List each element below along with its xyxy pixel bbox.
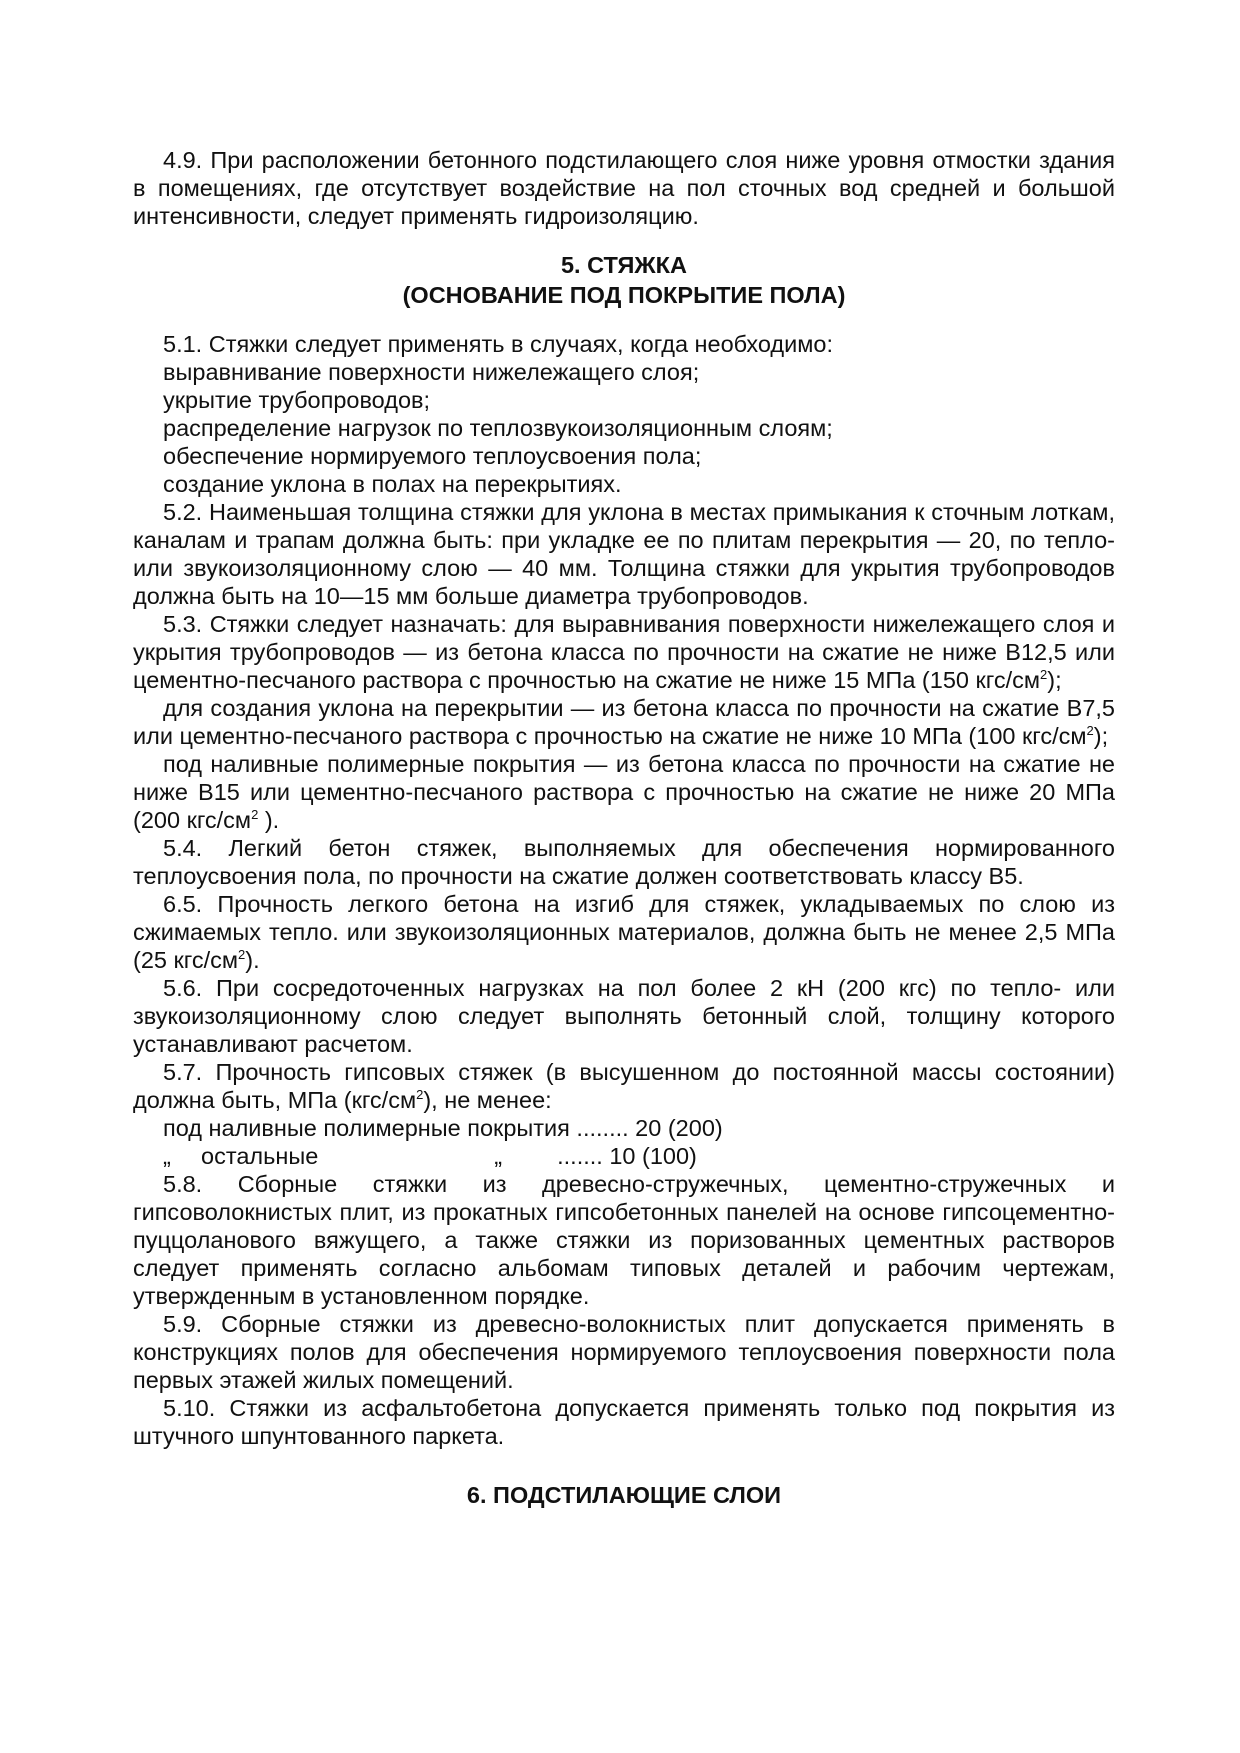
paragraph-text: 5.7. Прочность гипсовых стяжек (в высушенном до постоянной массы состоянии) должна быть, МПа (кгс/см (133, 1059, 1115, 1113)
paragraph-5-8: 5.8. Сборные стяжки из древесно-стружечных, цементно-стружечных и гипсоволокнистых плит, из прокатных гипсобетонных панелей на основе гипсоцементно-пуццоланового вяжущего, а также стяжки из поризованных цементных растворов следует применять согласно альбомам типовых деталей и рабочим чертежам, утвержденным в установленном порядке. (133, 1171, 1115, 1309)
spacer (133, 310, 1115, 330)
paragraph-5-3-text: 5.3. Стяжки следует назначать: для выравнивания поверхности нижележащего слоя и укрытия трубопроводов — из бетона класса по прочности на сжатие не ниже В12,5 или цементно-песчаного раствора с прочностью на сжатие не ниже 15 МПа (150 кгс/см (133, 611, 1115, 693)
paragraph-5-6: 5.6. При сосредоточенных нагрузках на пол более 2 кН (200 кгс) по тепло- или звукоизоляционному слою следует выполнять бетонный слой, толщину которого устанавливают расчетом. (133, 975, 1115, 1057)
ditto-mark: „ (163, 1143, 171, 1169)
strength-row-polymer: под наливные полимерные покрытия ........ 20 (200) (163, 1115, 723, 1141)
paragraph-text: для создания уклона на перекрытии — из бетона класса по прочности на сжатие В7,5 или цементно-песчаного раствора с прочностью на сжатие не ниже 10 МПа (100 кгс/см (133, 695, 1115, 749)
list-item: выравнивание поверхности нижележащего слоя; (163, 359, 700, 385)
spacer (133, 230, 1115, 250)
paragraph-5-3 (133, 610, 1115, 694)
ditto-mark: „ (494, 1143, 503, 1169)
paragraph-end: ). (245, 947, 260, 973)
document-page (133, 146, 1115, 1510)
paragraph-5-10: 5.10. Стяжки из асфальтобетона допускается применять только под покрытия из штучного шпунтованного паркета. (133, 1395, 1115, 1449)
paragraph-5-3-end: ); (1047, 667, 1062, 693)
superscript: 2 (251, 807, 259, 823)
paragraph-text: под наливные полимерные покрытия — из бетона класса по прочности на сжатие не ниже В15 или цементно-песчаного раствора с прочностью на сжатие не ниже 20 МПа (200 кгс/см (133, 751, 1115, 833)
paragraph-end: ); (1093, 723, 1109, 749)
list-item: обеспечение нормируемого теплоусвоения пола; (163, 443, 702, 469)
paragraph-6-5 (133, 890, 1115, 974)
section-5-title: 5. СТЯЖКА (560, 252, 687, 278)
strength-row-other (133, 1142, 1115, 1170)
superscript: 2 (238, 947, 246, 963)
paragraph-end: ), не менее: (423, 1087, 552, 1113)
spacer (133, 1450, 1115, 1480)
paragraph-5-9: 5.9. Сборные стяжки из древесно-волокнистых плит допускается применять в конструкциях полов для обеспечения нормируемого теплоусвоения поверхности пола первых этажей жилых помещений. (133, 1311, 1115, 1393)
list-item: укрытие трубопроводов; (163, 387, 431, 413)
paragraph-5-3-slope (133, 694, 1115, 750)
row-label: остальные (201, 1143, 319, 1169)
superscript: 2 (416, 1087, 424, 1103)
row-value: ....... 10 (100) (557, 1143, 697, 1169)
superscript: 2 (1086, 723, 1094, 739)
list-item: распределение нагрузок по теплозвукоизоляционным слоям; (163, 415, 833, 441)
superscript: 2 (1040, 667, 1048, 683)
paragraph-text: 6.5. Прочность легкого бетона на изгиб для стяжек, укладываемых по слою из сжимаемых тепло. или звукоизоляционных материалов, должна быть не менее 2,5 МПа (25 кгс/см (133, 891, 1115, 973)
paragraph-5-2: 5.2. Наименьшая толщина стяжки для уклона в местах примыкания к сточным лоткам, каналам и трапам должна быть: при укладке ее по плитам перекрытия — 20, по тепло- или звукоизоляционному слою — 40 мм. Толщина стяжки для укрытия трубопроводов должна быть на 10—15 мм больше диаметра трубопроводов. (133, 499, 1115, 609)
paragraph-5-7 (133, 1058, 1115, 1114)
paragraph-end: ). (258, 807, 280, 833)
paragraph-5-1: 5.1. Стяжки следует применять в случаях, когда необходимо: (163, 331, 833, 357)
paragraph-5-3-polymer (133, 750, 1115, 834)
paragraph-5-4: 5.4. Легкий бетон стяжек, выполняемых для обеспечения нормированного теплоусвоения пола, по прочности на сжатие должен соответствовать классу В5. (133, 835, 1115, 889)
section-6-title: 6. ПОДСТИЛАЮЩИЕ СЛОИ (466, 1482, 782, 1508)
paragraph-4-9: 4.9. При расположении бетонного подстилающего слоя ниже уровня отмостки здания в помещениях, где отсутствует воздействие на пол сточных вод средней и большой интенсивности, следует применять гидроизоляцию. (133, 147, 1115, 229)
list-item: создание уклона в полах на перекрытиях. (163, 471, 622, 497)
section-5-subtitle: (ОСНОВАНИЕ ПОД ПОКРЫТИЕ ПОЛА) (402, 282, 846, 308)
